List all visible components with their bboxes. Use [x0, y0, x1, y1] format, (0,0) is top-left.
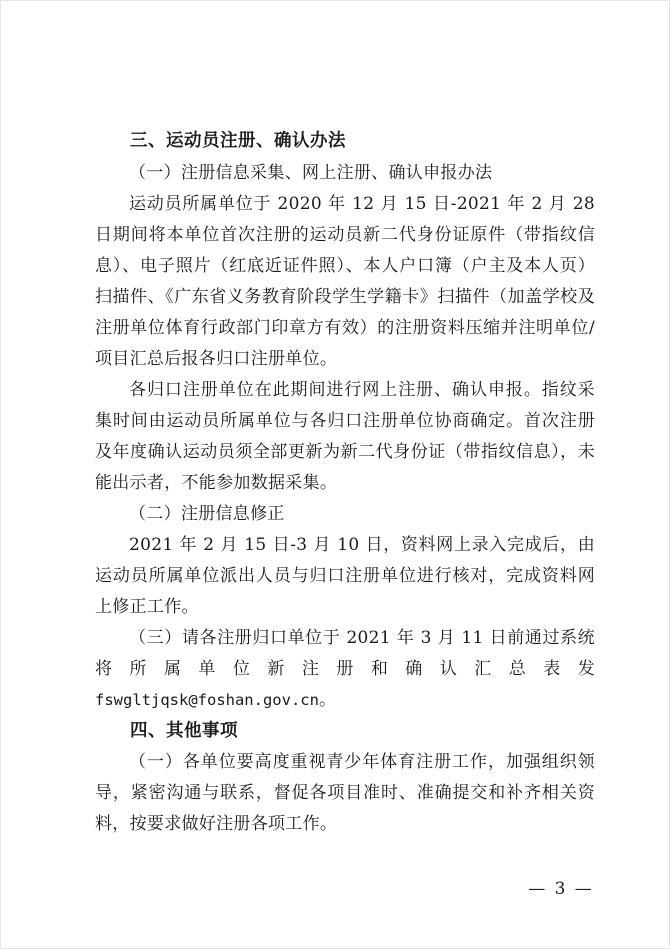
section-3-subsection-2-title: （二）注册信息修正 — [129, 504, 285, 524]
section-3-heading: 三、运动员注册、确认办法 — [130, 131, 346, 151]
section-4-heading: 四、其他事项 — [130, 721, 238, 741]
section-3-paragraph-1: 运动员所属单位于 2020 年 12 月 15 日-2021 年 2 月 28 日期间将本单位首次注册的运动员新二代身份证原件（带指纹信息）、电子照片（红底近证件照）、本人户口簿（户主及本人页）扫描件、《广东省义务教育阶段学生学籍卡》扫描件（加盖学校及注册单位体育行政部门印章方有效）的注册资料压缩并注明单位/项目汇总后报各归口注册单位。 — [95, 194, 595, 369]
section-4-paragraph-1: （一）各单位要高度重视青少年体育注册工作，加强组织领导，紧密沟通与联系，督促各项目准时、准确提交和补齐相关资料，按要求做好注册各项工作。 — [95, 752, 595, 834]
section-3-paragraph-2: 各归口注册单位在此期间进行网上注册、确认申报。指纹采集时间由运动员所属单位与各归口注册单位协商确定。首次注册及年度确认运动员须全部更新为新二代身份证（带指纹信息），未能出示者，不能参加数据采集。 — [95, 380, 595, 493]
page-number: — 3 — — [528, 879, 594, 899]
paragraph-4-end: 。 — [318, 690, 337, 710]
section-3-paragraph-3: 2021 年 2 月 15 日-3 月 10 日，资料网上录入完成后，由运动员所属单位派出人员与归口注册单位进行核对，完成资料网上修正工作。 — [95, 535, 595, 617]
document-body — [95, 121, 595, 840]
paragraph-4-text: （三）请各注册归口单位于 2021 年 3 月 11 日前通过系统将所属单位新注册和确认汇总表发 — [95, 628, 595, 679]
contact-email: fswgltjqsk@foshan.gov.cn — [95, 691, 319, 709]
section-3-subsection-1-title: （一）注册信息采集、网上注册、确认申报办法 — [129, 163, 493, 183]
section-3-paragraph-4 — [95, 623, 595, 716]
